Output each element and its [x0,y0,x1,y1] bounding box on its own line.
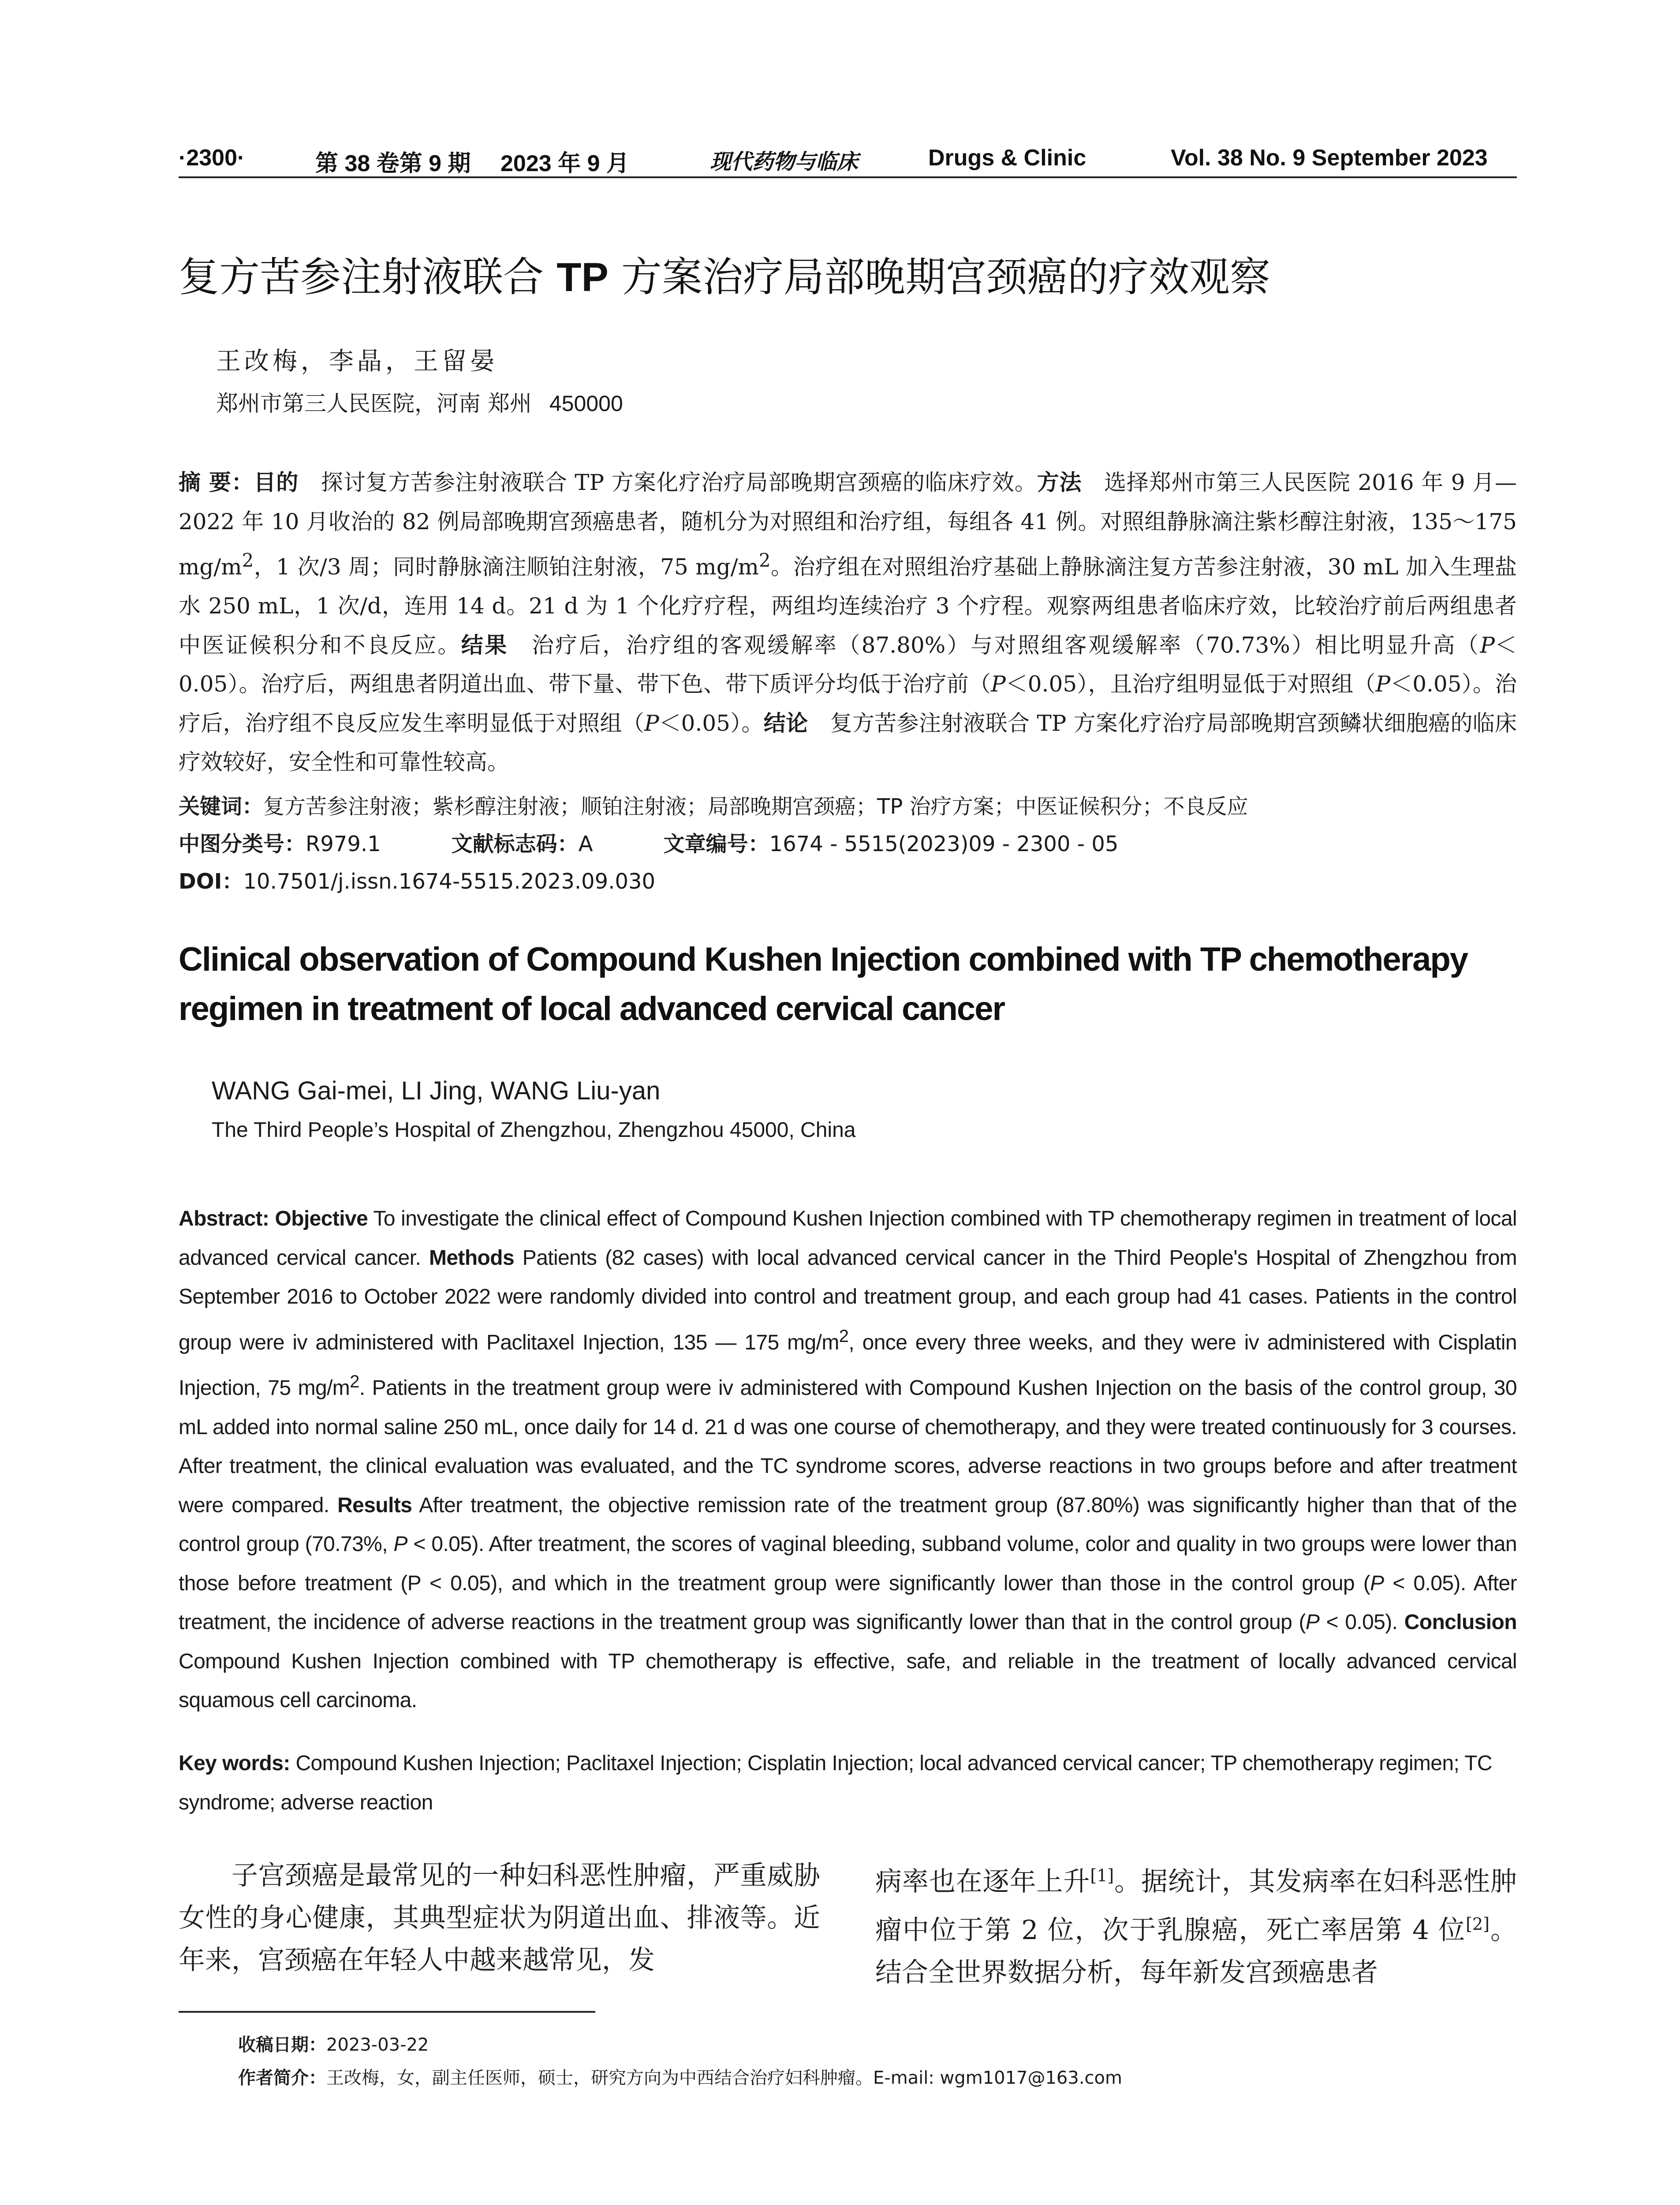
keywords-en-label: Key words: [179,1752,290,1775]
methods-label-en: Methods [429,1246,515,1270]
doc-code-label: 文献标志码： [451,832,579,856]
affiliation-cn-text: 郑州市第三人民医院，河南 郑州 [216,391,532,416]
results-text-cn: ＜0.05）。 [659,710,764,736]
affiliation-en: The Third People’s Hospital of Zhengzhou, Zhengzhou 45000, China [212,1118,856,1142]
body-column-left: 子宫颈癌是最常见的一种妇科恶性肿瘤，严重威胁女性的身心健康，其典型症状为阴道出血、排液等。近年来，宫颈癌在年轻人中越来越常见，发 [179,1860,820,1976]
footnote-received [238,2031,429,2056]
doi [179,864,1517,895]
results-text-en: < 0.05). [1319,1611,1398,1634]
objective-text-cn: 探讨复方苦参注射液联合 TP 方案化疗治疗局部晚期宫颈癌的临床疗效。 [299,470,1037,495]
page-number: ·2300· [179,145,245,171]
title-cn-part: TP [556,255,609,300]
keywords-en-text: Compound Kushen Injection; Paclitaxel Injection; Cisplatin Injection; local advanced cervical cancer; TP chemotherapy regimen; TC syndrome; adverse reaction [179,1752,1492,1814]
p-symbol: P [1375,671,1391,697]
superscript: 2 [242,549,254,571]
article-number: 1674 - 5515(2023)09 - 2300 - 05 [769,832,1119,856]
methods-label-cn: 方法 [1037,470,1082,495]
abstract-cn-label: 摘 要： [179,470,254,495]
author-bio: 王改梅，女，副主任医师，硕士，研究方向为中西结合治疗妇科肿瘤。E-mail: wgm1017@163.com [326,2068,1122,2088]
affiliation-cn [216,386,623,418]
body-text: 病率也在逐年上升 [875,1866,1090,1897]
results-text-en: After treatment, the objective remission rate of the treatment group (87.80%) was significantly higher than that of the control group (70.73%, [179,1493,1517,1556]
abstract-en-label: Abstract: [179,1207,269,1230]
author-bio-label: 作者简介： [238,2068,326,2088]
body-column-right [875,1854,1517,1994]
volume-issue-en: Vol. 38 No. 9 September 2023 [1171,145,1488,171]
keywords-cn-text: 复方苦参注射液；紫杉醇注射液；顺铂注射液；局部晚期宫颈癌；TP 治疗方案；中医证候积分；不良反应 [263,794,1248,819]
results-text-cn: ＜0.05）。治疗后，两组患者阴道出血、带下量、带下色、带下质评分均低于治疗前（ [179,632,1517,697]
abstract-cn [179,463,1517,782]
citation-ref[interactable]: [2] [1466,1914,1490,1934]
p-symbol: P [1480,632,1495,658]
body-text: 。结合全世界数据分析，每年新发宫颈癌患者 [875,1915,1517,1988]
results-label-en: Results [337,1493,412,1517]
superscript: 2 [839,1326,849,1346]
methods-text-cn: ，1 次/3 周；同时静脉滴注顺铂注射液，75 mg/m [254,554,759,580]
conclusion-label-en: Conclusion [1404,1611,1517,1634]
superscript: 2 [350,1372,359,1391]
keywords-en [179,1744,1517,1822]
affiliation-cn-zip: 450000 [549,391,623,416]
conclusion-text-cn: 复方苦参注射液联合 TP 方案化疗治疗局部晚期宫颈鳞状细胞癌的临床疗效较好，安全性和可靠性较高。 [179,710,1517,775]
doi-label: DOI： [179,869,243,894]
objective-text-en: To investigate the clinical effect of Compound Kushen Injection combined with TP chemotherapy regimen in treatment of local advanced cervical cancer. [179,1207,1517,1270]
classification-cn [179,827,1517,857]
superscript: 2 [758,549,771,571]
doc-code: A [578,832,593,856]
citation-ref[interactable]: [1] [1090,1866,1114,1885]
conclusion-label-cn: 结论 [763,710,808,736]
keywords-cn [179,789,1517,820]
title-cn-part: 复方苦参注射液联合 [179,254,557,301]
issue-date-cn: 2023 年 9 月 [500,151,629,176]
p-symbol: P [991,671,1006,697]
objective-label-cn: 目的 [254,470,299,495]
clc-number: R979.1 [306,832,381,856]
keywords-cn-label: 关键词： [179,794,264,819]
methods-text-en: . Patients in the treatment group were iv administered with Compound Kushen Injection on the basis of the control group, 30 mL added into normal saline 250 mL, once daily for 14 d. 21 d was one course of chemotherapy, and they were treated continuously for 3 courses. After treatment, the clinical evaluation was evaluated, and the TC syndrome scores, adverse reactions in two groups before and after treatment were compared. [179,1376,1517,1517]
clc-label: 中图分类号： [179,832,306,856]
abstract-en [179,1200,1517,1720]
results-text-en: < 0.05). After treatment, the scores of vaginal bleeding, subband volume, color and quality in two groups were lower than those before treatment (P < 0.05), and which in the treatment group were significantly lower than those in the control group ( [179,1532,1517,1595]
p-symbol: P [644,710,659,736]
p-symbol: P [1370,1571,1384,1595]
results-text-cn: ＜0.05）。治疗后，治疗组不良反应发生率明显低于对照组（ [179,671,1517,736]
results-text-en: < 0.05). After treatment, the incidence of adverse reactions in the treatment group was significantly lower than that in the control group ( [179,1571,1517,1634]
article-title-cn [179,245,1517,303]
p-symbol: P [393,1532,407,1556]
results-label-cn: 结果 [461,632,508,658]
objective-label-en: Objective [275,1207,368,1230]
results-text-cn: ＜0.05），且治疗组明显低于对照组（ [1005,671,1376,697]
p-symbol: P [1305,1611,1320,1634]
results-text-cn: 治疗后，治疗组的客观缓解率（87.80%）与对照组客观缓解率（70.73%）相比明显升高（ [508,632,1480,658]
methods-text-cn: 选择郑州市第三人民医院 2016 年 9 月—2022 年 10 月收治的 82 例局部晚期宫颈癌患者，随机分为对照组和治疗组，每组各 41 例。对照组静脉滴注紫杉醇注射液，135～175 mg/m [179,470,1517,580]
article-title-en: Clinical observation of Compound Kushen Injection combined with TP chemotherapy regimen in treatment of local advanced cervical cancer [179,941,1468,1028]
journal-name-en: Drugs & Clinic [928,145,1086,171]
received-date: 2023-03-22 [326,2035,429,2055]
conclusion-text-en: Compound Kushen Injection combined with TP chemotherapy is effective, safe, and reliable in the treatment of locally advanced cervical squamous cell carcinoma. [179,1649,1517,1712]
title-cn-part: 方案治疗局部晚期宫颈癌的疗效观察 [608,254,1271,301]
running-header [179,141,1517,178]
body-text: 。据统计，其发病率在妇科恶性肿瘤中位于第 2 位，次于乳腺癌，死亡率居第 4 位 [875,1866,1517,1946]
methods-text-en: Patients (82 cases) with local advanced cervical cancer in the Third People's Hospital of Zhengzhou from September 2016 to October 2022 were randomly divided into control and treatment group, and each group had 41 cases. Patients in the control group were iv administered with Paclitaxel Injection, 135 — 175 mg/m [179,1246,1517,1354]
volume-issue-cn: 第 38 卷第 9 期 [315,151,471,176]
footnote-author [238,2064,1122,2089]
methods-text-en: , once every three weeks, and they were iv administered with Cisplatin Injection, 75 mg/m [179,1330,1517,1400]
journal-name-cn: 现代药物与临床 [710,149,859,174]
article-number-label: 文章编号： [663,832,769,856]
authors-en: WANG Gai-mei, LI Jing, WANG Liu-yan [212,1076,661,1105]
footnote-divider [179,2011,595,2013]
authors-cn: 王改梅，李晶，王留晏 [216,347,498,376]
doi-value: 10.7501/j.issn.1674-5515.2023.09.030 [243,869,656,894]
received-label: 收稿日期： [238,2035,326,2055]
methods-text-cn: 。治疗组在对照组治疗基础上静脉滴注复方苦参注射液，30 mL 加入生理盐水 250 mL，1 次/d，连用 14 d。21 d 为 1 个化疗疗程，两组均连续治疗 3 个疗程。观察两组患者临床疗效，比较治疗前后两组患者中医证候积分和不良反应。 [179,554,1517,658]
